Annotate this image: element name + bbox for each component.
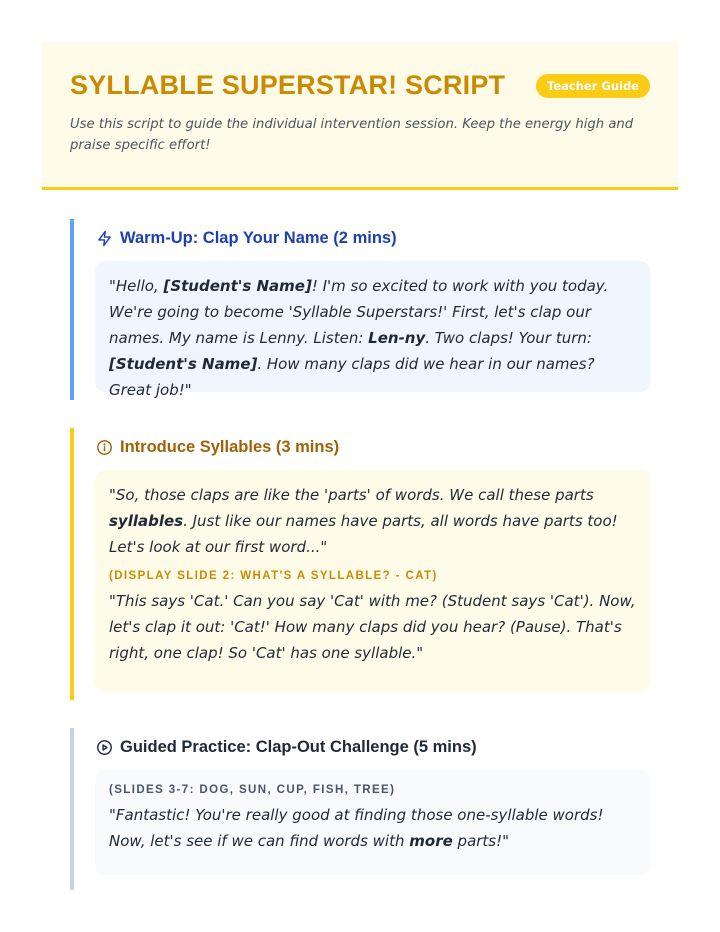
script-text: "This says 'Cat.' Can you say 'Cat' with me? (Student says 'Cat'). Now, let's clap it out: 'Cat!' How many claps did you hear? (Pause). That's right, one clap! So 'Cat' has one syllable." [109,592,636,662]
script-text: "Fantastic! You're really good at finding those one-syllable words! Now, let's see if we can find words with [109,806,604,850]
section-warm-up [70,219,650,400]
script-card [95,770,650,875]
script-text: "Hello, [109,277,164,295]
lightning-icon [96,230,113,247]
emphasis-text: Len-ny [368,329,426,347]
script-paragraph [109,588,636,666]
header-panel [42,42,678,190]
emphasis-text: [Student's Name] [109,355,258,373]
script-text: ! I'm so excited to work with you today. We're going to become 'Syllable Superstars!' First, let's clap our names. My name is Lenny. Listen: [109,277,609,347]
script-text: . Just like our names have parts, all words have parts too! Let's look at our first word..." [109,512,618,556]
section-heading-text: Guided Practice: Clap-Out Challenge (5 mins) [120,737,477,756]
info-icon [96,439,113,456]
script-text: parts!" [452,832,510,850]
section-guided-practice [70,728,650,890]
script-paragraph [109,802,636,854]
emphasis-text: syllables [109,512,184,530]
emphasis-text: more [409,832,453,850]
teacher-guide-badge: Teacher Guide [536,74,650,98]
script-card [95,261,650,399]
section-heading [96,436,339,458]
script-card [95,470,650,692]
section-heading [96,736,477,758]
emphasis-text: [Student's Name] [163,277,312,295]
slide-cue: (DISPLAY SLIDE 2: WHAT'S A SYLLABLE? - CAT) [109,570,438,582]
script-text: . Two claps! Your turn: [425,329,592,347]
page-title: SYLLABLE SUPERSTAR! SCRIPT [70,70,506,100]
section-heading-text: Introduce Syllables (3 mins) [120,437,340,456]
section-introduce-syllables [70,428,650,700]
script-paragraph [109,273,636,403]
section-heading [96,227,397,249]
section-heading-text: Warm-Up: Clap Your Name (2 mins) [120,228,397,247]
intro-text: Use this script to guide the individual intervention session. Keep the energy high and praise specific effort! [70,117,634,153]
play-circle-icon [96,739,113,756]
script-paragraph [109,482,636,560]
slide-cue: (SLIDES 3-7: DOG, SUN, CUP, FISH, TREE) [109,784,396,796]
script-text: "So, those claps are like the 'parts' of words. We call these parts [109,486,594,504]
script-text: . How many claps did we hear in our names? Great job!" [109,355,595,399]
